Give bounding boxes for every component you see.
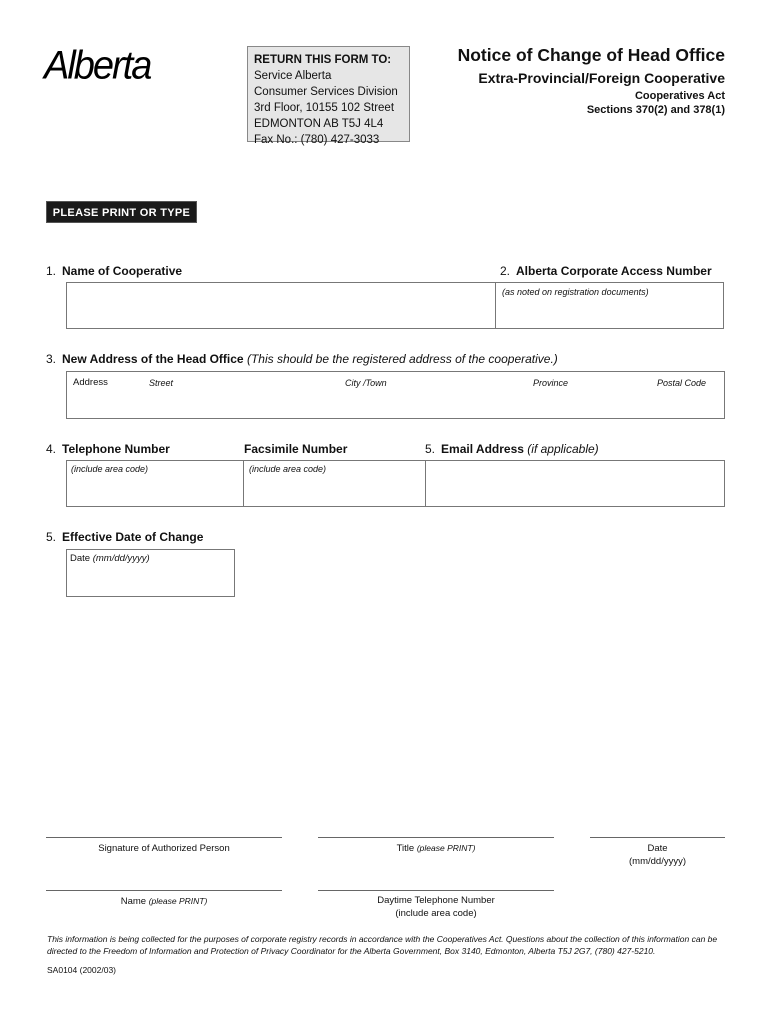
privacy-notice: This information is being collected for the purposes of corporate registry records in accordance with the Cooperatives Act. Questions about the collection of this information can be directed to the Freedom of Information and Protection of Privacy Coordinator for the Alberta Government, Box 3140, Edmonton, Alberta T5J 2G7, (780) 427-5210. <box>47 934 718 956</box>
return-title: RETURN THIS FORM TO: <box>254 54 392 66</box>
form-subtitle: Extra-Provincial/Foreign Cooperative <box>478 70 725 86</box>
province-label: Province <box>533 378 569 388</box>
fax-field[interactable] <box>243 460 426 507</box>
section-5-date-label: 5. Effective Date of Change <box>46 530 204 544</box>
section-5-email-label: 5. Email Address (if applicable) <box>425 442 599 456</box>
effective-date-field[interactable] <box>66 549 235 597</box>
return-address-box <box>247 46 410 146</box>
postal-code-label: Postal Code <box>657 378 707 388</box>
head-office-address-field[interactable] <box>66 371 725 419</box>
cooperative-name-field[interactable] <box>66 282 496 329</box>
date-hint: Date (mm/dd/yyyy) <box>70 553 150 564</box>
title-line[interactable] <box>318 837 554 838</box>
title-caption: Title (please PRINT) <box>396 843 476 854</box>
date-caption: Date (mm/dd/yyyy) <box>629 843 686 867</box>
form-number: SA0104 (2002/03) <box>47 965 116 975</box>
name-caption: Name (please PRINT) <box>120 896 208 907</box>
street-label: Street <box>149 378 174 388</box>
return-line: Fax No.: (780) 427-3033 <box>254 134 380 146</box>
email-field[interactable] <box>425 460 725 507</box>
fax-hint: (include area code) <box>249 464 327 474</box>
print-or-type-badge: PLEASE PRINT OR TYPE <box>46 201 197 223</box>
form-title: Notice of Change of Head Office <box>457 45 725 65</box>
act-name: Cooperatives Act <box>634 90 725 102</box>
return-line: EDMONTON AB T5J 4L4 <box>254 118 384 130</box>
telephone-hint: (include area code) <box>71 464 149 474</box>
signature-caption: Signature of Authorized Person <box>98 843 230 854</box>
act-sections: Sections 370(2) and 378(1) <box>586 104 725 116</box>
signature-line[interactable] <box>46 837 282 838</box>
corporate-access-number-field[interactable] <box>495 282 724 329</box>
section-4-label: 4. Telephone Number <box>46 442 170 456</box>
date-line[interactable] <box>590 837 725 838</box>
return-line: Service Alberta <box>254 70 332 82</box>
alberta-logo: Alberta <box>44 43 151 89</box>
phone-line[interactable] <box>318 890 554 891</box>
return-line: Consumer Services Division <box>254 86 398 98</box>
telephone-field[interactable] <box>66 460 244 507</box>
city-label: City /Town <box>345 378 387 388</box>
section-2-label: 2. Alberta Corporate Access Number <box>500 264 712 278</box>
form-header <box>458 45 725 117</box>
fax-label: Facsimile Number <box>244 442 348 456</box>
access-number-hint: (as noted on registration documents) <box>502 287 649 297</box>
address-label: Address <box>73 377 108 388</box>
section-1-label: 1. Name of Cooperative <box>46 264 183 278</box>
return-line: 3rd Floor, 10155 102 Street <box>254 102 395 114</box>
name-line[interactable] <box>46 890 282 891</box>
section-3-label: 3. New Address of the Head Office (This should be the registered address of the cooperative.) <box>46 352 558 366</box>
phone-caption: Daytime Telephone Number (include area code) <box>377 895 495 919</box>
